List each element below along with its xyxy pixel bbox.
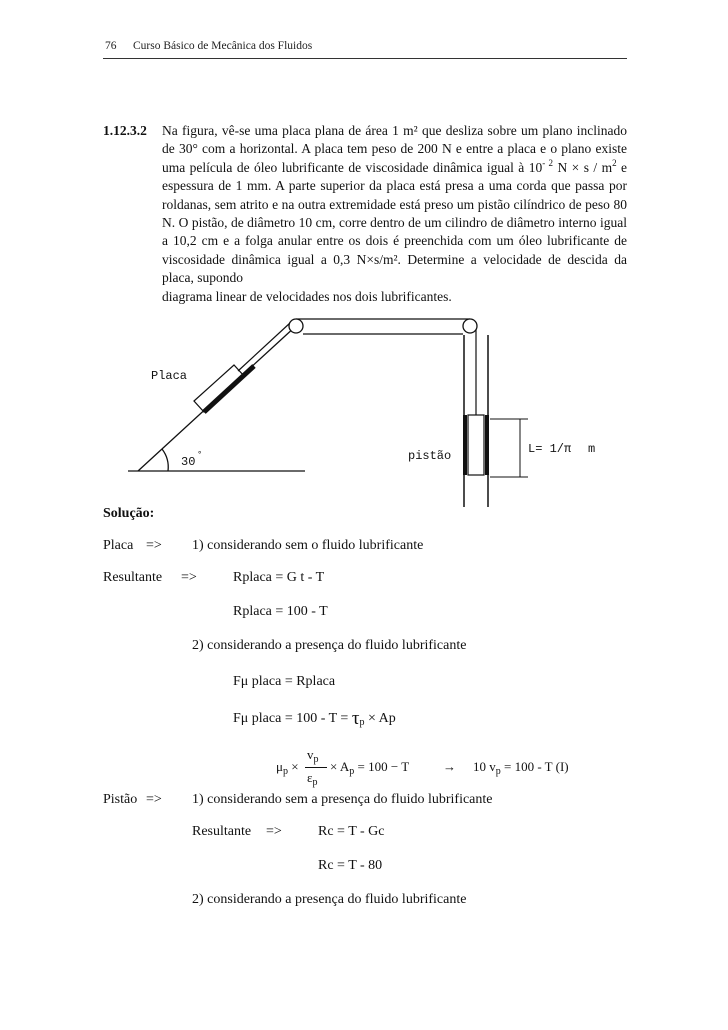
mu-symbol: μ bbox=[276, 759, 283, 774]
label-length: L= 1/π bbox=[528, 442, 572, 456]
numerator-sub: p bbox=[313, 754, 319, 765]
running-header bbox=[105, 40, 312, 52]
angle-arc bbox=[162, 449, 168, 471]
tau-subscript: p bbox=[359, 717, 365, 728]
problem-number: 1.12.3.2 bbox=[103, 123, 147, 138]
exponent-2: 2 bbox=[612, 157, 617, 168]
implies-arrow: → bbox=[443, 759, 456, 774]
numerator-v: v bbox=[307, 747, 314, 762]
step-1-text: 1) considerando sem o fluido lubrificante bbox=[192, 538, 424, 553]
equation-final bbox=[473, 759, 569, 777]
book-title: Curso Básico de Mecânica dos Fluidos bbox=[133, 40, 313, 52]
unit-base: N × s / m bbox=[557, 159, 613, 175]
pistao-label: Pistão bbox=[103, 792, 138, 807]
label-placa: Placa bbox=[151, 369, 188, 383]
equation-final-rhs: = 100 - T (I) bbox=[504, 759, 569, 774]
rope-incline bbox=[238, 323, 290, 371]
mu-subscript: p bbox=[282, 766, 288, 777]
resultante-arrow-2: => bbox=[266, 824, 282, 839]
equation-fmu-2-lhs: Fμ placa = 100 - T = bbox=[233, 711, 349, 726]
piston bbox=[465, 415, 487, 475]
denominator-sub: p bbox=[312, 777, 318, 788]
problem-text-1: Na figura, vê-se uma placa plana de área 1 m² que desliza sobre um plano inclinado de 30° com a horizontal. A placa tem peso de 200 N e entre a placa e o plano existe uma película de óleo lubrificante de viscosidade dinâmica igual à 10 bbox=[162, 123, 627, 175]
length-dimension bbox=[490, 419, 528, 477]
area-subscript: p bbox=[349, 766, 355, 777]
area-times: × A bbox=[330, 759, 350, 774]
page-number: 76 bbox=[105, 40, 117, 52]
label-degree: ° bbox=[197, 450, 203, 460]
label-pistao: pistão bbox=[408, 449, 452, 463]
problem-text-3: diagrama linear de velocidades nos dois lubrificantes. bbox=[162, 288, 452, 304]
rope bbox=[238, 319, 476, 415]
equation-rc-1: Rc = T - Gc bbox=[318, 824, 385, 839]
fraction-denominator bbox=[307, 770, 317, 788]
piston-body bbox=[468, 415, 484, 475]
header-rule bbox=[103, 58, 627, 59]
problem-statement bbox=[162, 122, 627, 306]
equation-mu-term bbox=[276, 759, 299, 777]
equation-rc-2: Rc = T - 80 bbox=[318, 858, 383, 873]
pulley-right bbox=[463, 319, 477, 333]
fraction-bar bbox=[305, 767, 327, 768]
step-4-text: 2) considerando a presença do fluido lubrificante bbox=[192, 892, 467, 907]
placa-label: Placa bbox=[103, 538, 134, 553]
solution-title: Solução: bbox=[103, 506, 155, 521]
resultante-label: Resultante bbox=[103, 570, 163, 585]
equation-rhs: = 100 − T bbox=[357, 759, 410, 774]
pistao-arrow: => bbox=[146, 792, 162, 807]
step-3-text: 1) considerando sem a presença do fluido lubrificante bbox=[192, 792, 493, 807]
step-2-text: 2) considerando a presença do fluido lubrificante bbox=[192, 638, 467, 653]
plate bbox=[194, 365, 254, 412]
label-angle: 30 bbox=[181, 455, 196, 469]
problem-diagram bbox=[118, 315, 596, 515]
times-symbol: × bbox=[291, 759, 299, 774]
denominator-eps: ε bbox=[307, 770, 313, 785]
problem-text-2: e espessura de 1 mm. A parte superior da placa está presa a uma corda que passa por roldanas, sem atrito e na outra extremidade está preso um pistão cilíndrico de peso 80 N. O pistão, de diâmetro 10 cm, corre dentro de um cilindro de diâmetro interno igual a 10,2 cm e a folga anular entre os dois é preenchida com um óleo lubrificante de viscosidade dinâmica igual a 0,3 N×s/m². Determine a velocidade de descida da placa, supondo bbox=[162, 159, 628, 286]
plate-body bbox=[194, 365, 244, 412]
equation-fmu-2-rhs: × Ap bbox=[367, 711, 396, 726]
exponent-1: - 2 bbox=[542, 157, 554, 168]
tau-symbol: τ bbox=[351, 708, 360, 729]
equation-area-term bbox=[330, 759, 409, 777]
equation-fmu-2 bbox=[233, 708, 396, 730]
fraction-numerator bbox=[307, 747, 319, 765]
pulley-left bbox=[289, 319, 303, 333]
equation-final-sub: p bbox=[495, 766, 501, 777]
resultante-label-2: Resultante bbox=[192, 824, 252, 839]
placa-arrow: => bbox=[146, 538, 162, 553]
equation-rplaca-2: Rplaca = 100 - T bbox=[233, 604, 328, 619]
resultante-arrow: => bbox=[181, 570, 197, 585]
equation-fmu-1: Fμ placa = Rplaca bbox=[233, 674, 336, 689]
label-unit: m bbox=[588, 442, 596, 456]
equation-rplaca-1: Rplaca = G t - T bbox=[233, 570, 325, 585]
equation-final-lhs: 10 v bbox=[473, 759, 496, 774]
